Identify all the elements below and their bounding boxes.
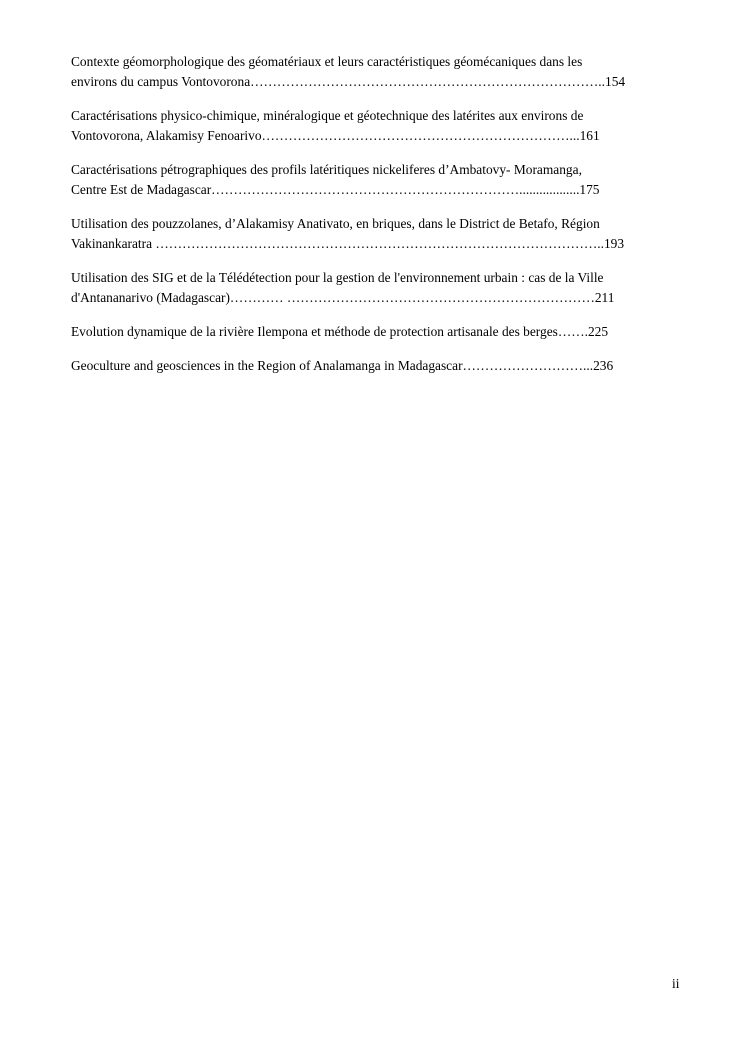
toc-entry-line: d'Antananarivo (Madagascar)………… ……………………………………………………………211 (71, 290, 615, 305)
table-of-contents (71, 52, 683, 390)
toc-entry-line: Vontovorona, Alakamisy Fenoarivo……………………………………………………………...161 (71, 128, 600, 143)
toc-entry-line: Utilisation des SIG et de la Télédétection pour la gestion de l'environnement urbain : cas de la Ville (71, 270, 604, 285)
toc-entry-line: Contexte géomorphologique des géomatériaux et leurs caractéristiques géomécaniques dans les (71, 54, 583, 69)
toc-entry-geomorphologique[interactable] (71, 52, 683, 92)
toc-entry-sig-teledetection[interactable] (71, 268, 683, 308)
toc-entry-line: Geoculture and geosciences in the Region of Analamanga in Madagascar………………………...236 (71, 358, 614, 373)
toc-entry-line: Evolution dynamique de la rivière Ilempona et méthode de protection artisanale des berges…….225 (71, 324, 609, 339)
toc-entry-line: Utilisation des pouzzolanes, d’Alakamisy Anativato, en briques, dans le District de Betafo, Région (71, 216, 600, 231)
toc-entry-line: Caractérisations physico-chimique, minéralogique et géotechnique des latérites aux environs de (71, 108, 584, 123)
toc-entry-pouzzolanes[interactable] (71, 214, 683, 254)
toc-entry-riviere-ilempona[interactable] (71, 322, 683, 342)
page-number: ii (672, 976, 680, 991)
toc-entry-line: Centre Est de Madagascar……………………………………………………………..................175 (71, 182, 600, 197)
toc-entry-line: Vakinankaratra ………………………………………………………………………………………..193 (71, 236, 625, 251)
toc-entry-physico-chimique[interactable] (71, 106, 683, 146)
toc-entry-geoculture[interactable] (71, 356, 683, 376)
toc-entry-line: environs du campus Vontovorona……………………………………………………………………..154 (71, 74, 626, 89)
toc-entry-line: Caractérisations pétrographiques des profils latéritiques nickeliferes d’Ambatovy- Moramanga, (71, 162, 582, 177)
toc-entry-petrographiques[interactable] (71, 160, 683, 200)
